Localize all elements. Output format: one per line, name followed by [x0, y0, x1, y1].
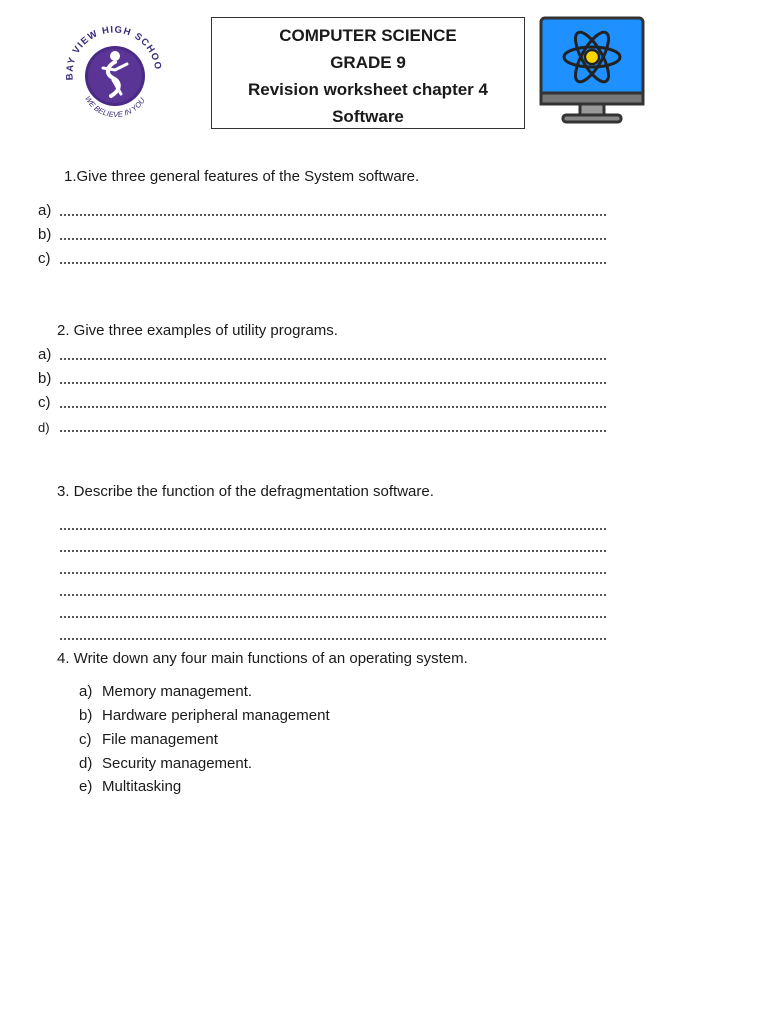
- q4-text-d: Security management.: [102, 755, 253, 772]
- q1-label-b: b): [38, 226, 52, 243]
- q3-answer-line[interactable]: [60, 594, 606, 596]
- q1-answer-line-b[interactable]: [60, 238, 606, 240]
- q3-answer-line[interactable]: [60, 638, 606, 640]
- q2-label-a: a): [38, 346, 52, 363]
- q2-label-d: d): [38, 420, 50, 435]
- question-4: 4. Write down any four main functions of an operating system.: [57, 650, 468, 667]
- q3-answer-line[interactable]: [60, 572, 606, 574]
- q2-label-b: b): [38, 370, 52, 387]
- q4-answer-a: [79, 683, 252, 700]
- question-2: 2. Give three examples of utility programs.: [57, 322, 338, 339]
- seal-bottom-text: WE BELIEVE IN YOU: [83, 94, 147, 120]
- q4-label-a: a): [79, 683, 93, 700]
- question-1: 1.Give three general features of the System software.: [64, 168, 420, 185]
- question-3: 3. Describe the function of the defragmentation software.: [57, 483, 434, 500]
- topic-title: Software: [332, 107, 404, 126]
- q1-answer-line-c[interactable]: [60, 262, 606, 264]
- q4-text-b: Hardware peripheral management: [102, 707, 330, 724]
- q2-answer-line-b[interactable]: [60, 382, 606, 384]
- q4-label-b: b): [79, 707, 93, 724]
- q4-answer-e: [79, 778, 181, 795]
- q3-answer-line[interactable]: [60, 528, 606, 530]
- q1-label-a: a): [38, 202, 52, 219]
- q4-answer-d: [79, 755, 252, 772]
- q2-answer-line-c[interactable]: [60, 406, 606, 408]
- seal-top-text: BAY VIEW HIGH SCHOO: [64, 24, 164, 81]
- q1-answer-line-a[interactable]: [60, 214, 606, 216]
- q2-label-c: c): [38, 394, 51, 411]
- q4-label-c: c): [79, 731, 92, 748]
- q3-answer-line[interactable]: [60, 616, 606, 618]
- atom-monitor-icon: [538, 15, 646, 127]
- q4-text-a: Memory management.: [102, 683, 253, 700]
- q2-answer-line-d[interactable]: [60, 430, 606, 432]
- q4-label-e: e): [79, 778, 93, 795]
- q3-answer-line[interactable]: [60, 550, 606, 552]
- q4-label-d: d): [79, 755, 93, 772]
- q2-answer-line-a[interactable]: [60, 358, 606, 360]
- subject-title: COMPUTER SCIENCE: [279, 26, 457, 45]
- q4-answer-c: [79, 731, 218, 748]
- q4-text-c: File management: [102, 731, 218, 748]
- q4-answer-b: [79, 707, 330, 724]
- grade-title: GRADE 9: [330, 53, 406, 72]
- q4-text-e: Multitasking: [102, 778, 182, 795]
- worksheet-title-box: [211, 17, 525, 129]
- worksheet-title: Revision worksheet chapter 4: [248, 80, 488, 99]
- school-logo: [55, 18, 170, 130]
- q1-label-c: c): [38, 250, 51, 267]
